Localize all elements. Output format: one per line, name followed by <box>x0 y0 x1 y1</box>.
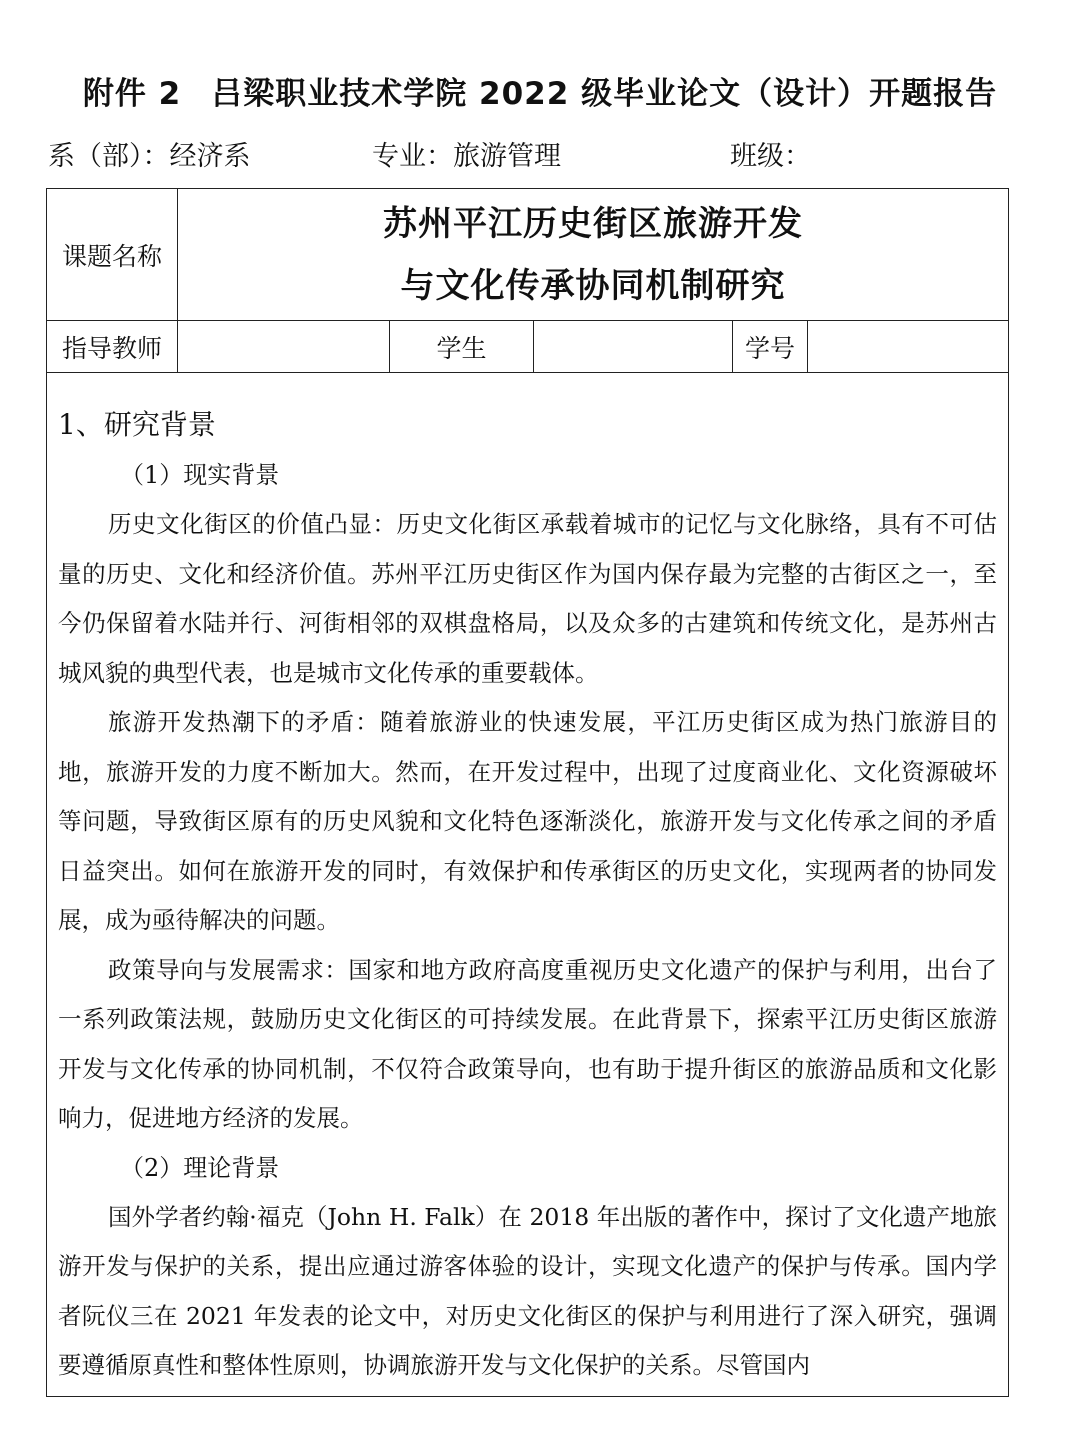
advisor-label: 指导教师 <box>47 321 178 373</box>
topic-row <box>47 189 1009 321</box>
student-label: 学生 <box>390 321 534 373</box>
content-row <box>47 373 1009 1397</box>
student-id-value <box>808 321 1009 373</box>
subsection-theoretical-background: （2）理论背景 <box>120 1153 280 1182</box>
major-field: 专业：旅游管理 <box>372 141 561 172</box>
section-research-background: 1、研究背景 <box>58 408 216 441</box>
topic-line-1: 苏州平江历史街区旅游开发 <box>383 203 804 244</box>
content-cell <box>47 373 1009 1397</box>
department-field: 系（部）：经济系 <box>48 141 251 172</box>
subsection-practical-background: （1）现实背景 <box>120 461 280 489</box>
topic-label: 课题名称 <box>47 189 178 321</box>
info-row <box>47 321 1009 373</box>
topic-line-2: 与文化传承协同机制研究 <box>400 265 786 306</box>
student-id-label: 学号 <box>733 321 808 373</box>
report-title: 吕梁职业技术学院 2022 级毕业论文（设计）开题报告 <box>211 76 998 112</box>
paragraph-2: 旅游开发热潮下的矛盾：随着旅游业的快速发展，平江历史街区成为热门旅游目的地，旅游开发的力度不断加大。然而，在开发过程中，出现了过度商业化、文化资源破坏等问题，导致街区原有的历史风貌和文化特色逐渐淡化，旅游开发与文化传承之间的矛盾日益突出。如何在旅游开发的同时，有效保护和传承街区的历史文化，实现两者的协同发展，成为亟待解决的问题。 <box>58 708 998 934</box>
student-value <box>534 321 733 373</box>
paragraph-1: 历史文化街区的价值凸显：历史文化街区承载着城市的记忆与文化脉络，具有不可估量的历史、文化和经济价值。苏州平江历史街区作为国内保存最为完整的古街区之一，至今仍保留着水陆并行、河街相邻的双棋盘格局，以及众多的古建筑和传统文化，是苏州古城风貌的典型代表，也是城市文化传承的重要载体。 <box>58 510 998 687</box>
advisor-value <box>178 321 390 373</box>
report-table <box>46 188 1009 1397</box>
paragraph-3: 政策导向与发展需求：国家和地方政府高度重视历史文化遗产的保护与利用，出台了一系列政策法规，鼓励历史文化街区的可持续发展。在此背景下，探索平江历史街区旅游开发与文化传承的协同机制，不仅符合政策导向，也有助于提升街区的旅游品质和文化影响力，促进地方经济的发展。 <box>58 955 998 1132</box>
class-field: 班级： <box>730 141 811 172</box>
topic-value <box>178 189 1009 321</box>
attachment-label: 附件 2 <box>82 76 182 112</box>
paragraph-4: 国外学者约翰·福克（John H. Falk）在 2018 年出版的著作中，探讨了文化遗产地旅游开发与保护的关系，提出应通过游客体验的设计，实现文化遗产的保护与传承。国内学者阮仪三在 2021 年发表的论文中，对历史文化街区的保护与利用进行了深入研究，强调要遵循原真性和整体性原则，协调旅游开发与文化保护的关系。尽管国内 <box>58 1202 998 1379</box>
document-title <box>0 68 1080 113</box>
